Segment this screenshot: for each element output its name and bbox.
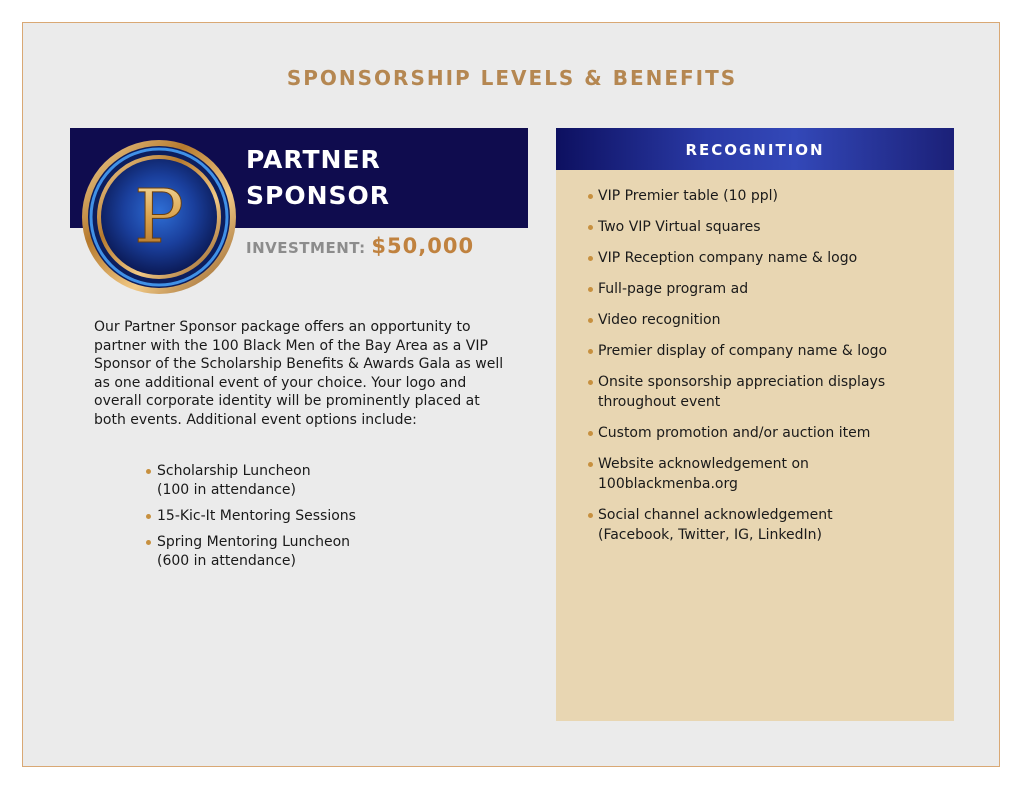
bullet-dot-icon [588, 318, 593, 323]
list-item [588, 248, 928, 268]
sponsor-description: Our Partner Sponsor package offers an opportunity to partner with the 100 Black Men of the Bay Area as a VIP Sponsor of the Scholarship Benefits & Awards Gala as well as one additional event of your choice. Your logo and overall corporate identity will be prominently placed at both events. Additional event options include: [94, 319, 504, 428]
event-line1: Scholarship Luncheon [157, 463, 311, 479]
recognition-header: RECOGNITION [556, 128, 954, 170]
event-line1: 15-Kic-It Mentoring Sessions [157, 508, 356, 524]
recognition-line2: 100blackmenba.org [598, 476, 738, 492]
list-item [146, 533, 476, 571]
list-item [146, 507, 476, 526]
event-line2: (100 in attendance) [157, 482, 297, 498]
list-item [588, 372, 928, 412]
sponsor-title-line2: SPONSOR [246, 181, 391, 210]
bullet-dot-icon [146, 540, 151, 545]
list-item [588, 186, 928, 206]
list-item [588, 279, 928, 299]
recognition-line1: VIP Reception company name & logo [598, 250, 858, 266]
recognition-line1: Onsite sponsorship appreciation displays [598, 374, 886, 390]
list-item [588, 505, 928, 545]
investment-line [246, 234, 474, 258]
bullet-dot-icon [146, 469, 151, 474]
sponsor-title [246, 142, 516, 214]
badge-letter: P [134, 174, 184, 260]
sponsor-title-line1: PARTNER [246, 145, 381, 174]
bullet-dot-icon [588, 287, 593, 292]
recognition-line1: Website acknowledgement on [598, 456, 809, 472]
recognition-line2: (Facebook, Twitter, IG, LinkedIn) [598, 527, 822, 543]
list-item [588, 217, 928, 237]
event-line1: Spring Mentoring Luncheon [157, 534, 351, 550]
list-item [146, 462, 476, 500]
recognition-line2: throughout event [598, 394, 721, 410]
recognition-list [588, 186, 928, 556]
recognition-line1: Video recognition [598, 312, 721, 328]
list-item [588, 454, 928, 494]
recognition-line1: Two VIP Virtual squares [598, 219, 761, 235]
recognition-line1: Social channel acknowledgement [598, 507, 833, 523]
event-line2: (600 in attendance) [157, 553, 297, 569]
list-item [588, 423, 928, 443]
recognition-line1: Custom promotion and/or auction item [598, 425, 871, 441]
event-options-list [146, 462, 476, 578]
investment-amount: $50,000 [371, 234, 475, 258]
recognition-line1: VIP Premier table (10 ppl) [598, 188, 778, 204]
investment-label: INVESTMENT: [246, 239, 366, 257]
bullet-dot-icon [588, 431, 593, 436]
partner-badge-icon [80, 138, 238, 296]
list-item [588, 341, 928, 361]
bullet-dot-icon [146, 514, 151, 519]
page-title: SPONSORSHIP LEVELS & BENEFITS [286, 66, 738, 90]
bullet-dot-icon [588, 513, 593, 518]
bullet-dot-icon [588, 194, 593, 199]
bullet-dot-icon [588, 225, 593, 230]
bullet-dot-icon [588, 380, 593, 385]
recognition-line1: Premier display of company name & logo [598, 343, 888, 359]
recognition-line1: Full-page program ad [598, 281, 749, 297]
bullet-dot-icon [588, 256, 593, 261]
list-item [588, 310, 928, 330]
bullet-dot-icon [588, 349, 593, 354]
bullet-dot-icon [588, 462, 593, 467]
